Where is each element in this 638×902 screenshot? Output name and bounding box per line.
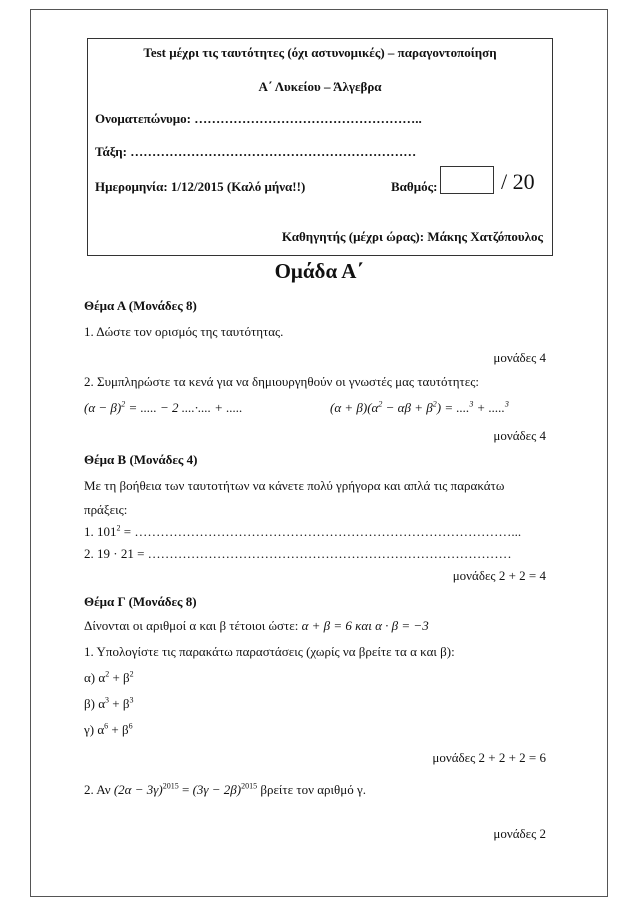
identity2-mid: − αβ + β xyxy=(382,400,433,415)
thema-a-question-1: 1. Δώστε τον ορισμός της ταυτότητας. xyxy=(84,324,284,339)
given-text: Δίνονται οι αριθμοί α και β τέτοιοι ώστε: xyxy=(84,618,299,633)
thema-g-item-b xyxy=(84,696,133,712)
g-q2-exp1: 2015 xyxy=(162,781,179,791)
thema-g-given xyxy=(84,618,429,634)
g-q2-prefix: 2. Αν xyxy=(84,782,111,797)
item-b-mid: + β xyxy=(109,696,130,711)
thema-g-title: Θέμα Γ (Μονάδες 8) xyxy=(84,594,197,609)
item-a-exp1: 2 xyxy=(105,669,110,679)
g-q2-suffix: βρείτε τον αριθμό γ. xyxy=(257,782,366,797)
thema-b-title: Θέμα Β (Μονάδες 4) xyxy=(84,452,198,467)
identity1-rhs: = ..... − 2 ....·.... + ..... xyxy=(128,400,243,415)
grade-input-box[interactable] xyxy=(440,166,494,194)
thema-b-question-2: 2. 19 · 21 = ………………………………………………………………………… xyxy=(84,546,512,561)
name-field-label: Ονοματεπώνυμο: …………………………………………….. xyxy=(95,111,422,126)
test-subtitle: Α΄ Λυκείου – Άλγεβρα xyxy=(258,79,382,94)
item-c-exp1: 6 xyxy=(104,721,109,731)
b-q1-answer-line: = ……………………………………………………………………………... xyxy=(120,524,522,539)
identity1-lhs: (α − β) xyxy=(84,400,122,415)
thema-a-question-2: 2. Συμπληρώστε τα κενά για να δημιουργηθούν οι γνωστές μας ταυτότητες: xyxy=(84,374,479,389)
thema-a-q2-points: μονάδες 4 xyxy=(493,428,546,443)
thema-g-question-1: 1. Υπολογίστε τις παρακάτω παραστάσεις (χωρίς να βρείτε τα α και β): xyxy=(84,644,455,659)
identity2-exp2: 2 xyxy=(432,399,437,409)
test-title: Test μέχρι τις ταυτότητες (όχι αστυνομικές) – παραγοντοποίηση xyxy=(143,45,497,60)
item-c-mid: + β xyxy=(108,722,129,737)
thema-g-item-c xyxy=(84,722,133,738)
item-c-exp2: 6 xyxy=(128,721,133,731)
header-box xyxy=(87,38,553,256)
identity2-rhs1: = .... xyxy=(444,400,470,415)
date-label: Ημερομηνία: 1/12/2015 (Καλό μήνα!!) xyxy=(95,179,306,194)
thema-b-intro-line1: Με τη βοήθεια των ταυτοτήτων να κάνετε πολύ γρήγορα και απλά τις παρακάτω xyxy=(84,478,505,493)
grade-total: / 20 xyxy=(501,169,535,194)
thema-a-q1-points: μονάδες 4 xyxy=(493,350,546,365)
thema-g-question-2 xyxy=(84,782,366,798)
g-q2-rhs: (3γ − 2β) xyxy=(192,782,242,797)
g-q2-exp2: 2015 xyxy=(241,781,258,791)
identity2-rhs2: + ..... xyxy=(473,400,505,415)
item-a-mid: + β xyxy=(109,670,130,685)
thema-g-item-a xyxy=(84,670,134,686)
identity-difference-square xyxy=(84,400,243,416)
teacher-name: Καθηγητής (μέχρι ώρας): Μάκης Χατζόπουλος xyxy=(281,229,543,244)
group-title: Ομάδα Α΄ xyxy=(274,259,364,283)
item-b-base: β) α xyxy=(84,696,106,711)
identity-sum-cubes xyxy=(330,400,509,416)
identity1-exponent: 2 xyxy=(121,399,126,409)
given-math: α + β = 6 και α · β = −3 xyxy=(301,618,429,633)
class-field-label: Τάξη: ………………………………………………………… xyxy=(95,144,417,159)
identity2-exp4: 3 xyxy=(504,399,509,409)
thema-b-question-1 xyxy=(84,524,521,540)
g-q2-equals: = xyxy=(178,782,193,797)
item-b-exp1: 3 xyxy=(105,695,110,705)
item-a-base: α) α xyxy=(84,670,106,685)
identity2-lhs: (α + β)(α xyxy=(330,400,379,415)
thema-b-intro-line2: πράξεις: xyxy=(84,502,128,517)
b-q1-exponent: 2 xyxy=(116,523,121,533)
thema-a-title: Θέμα Α (Μονάδες 8) xyxy=(84,298,197,313)
identity2-exp3: 3 xyxy=(469,399,474,409)
thema-g-q2-points: μονάδες 2 xyxy=(493,826,546,841)
g-q2-lhs: (2α − 3γ) xyxy=(113,782,163,797)
identity2-close: ) xyxy=(436,400,442,415)
grade-label: Βαθμός: xyxy=(391,179,438,194)
item-a-exp2: 2 xyxy=(129,669,134,679)
item-b-exp2: 3 xyxy=(129,695,134,705)
thema-b-points: μονάδες 2 + 2 = 4 xyxy=(452,568,546,583)
item-c-base: γ) α xyxy=(84,722,105,737)
thema-g-q1-points: μονάδες 2 + 2 + 2 = 6 xyxy=(432,750,546,765)
identity2-exp1: 2 xyxy=(378,399,383,409)
b-q1-text: 1. 101 xyxy=(84,524,117,539)
